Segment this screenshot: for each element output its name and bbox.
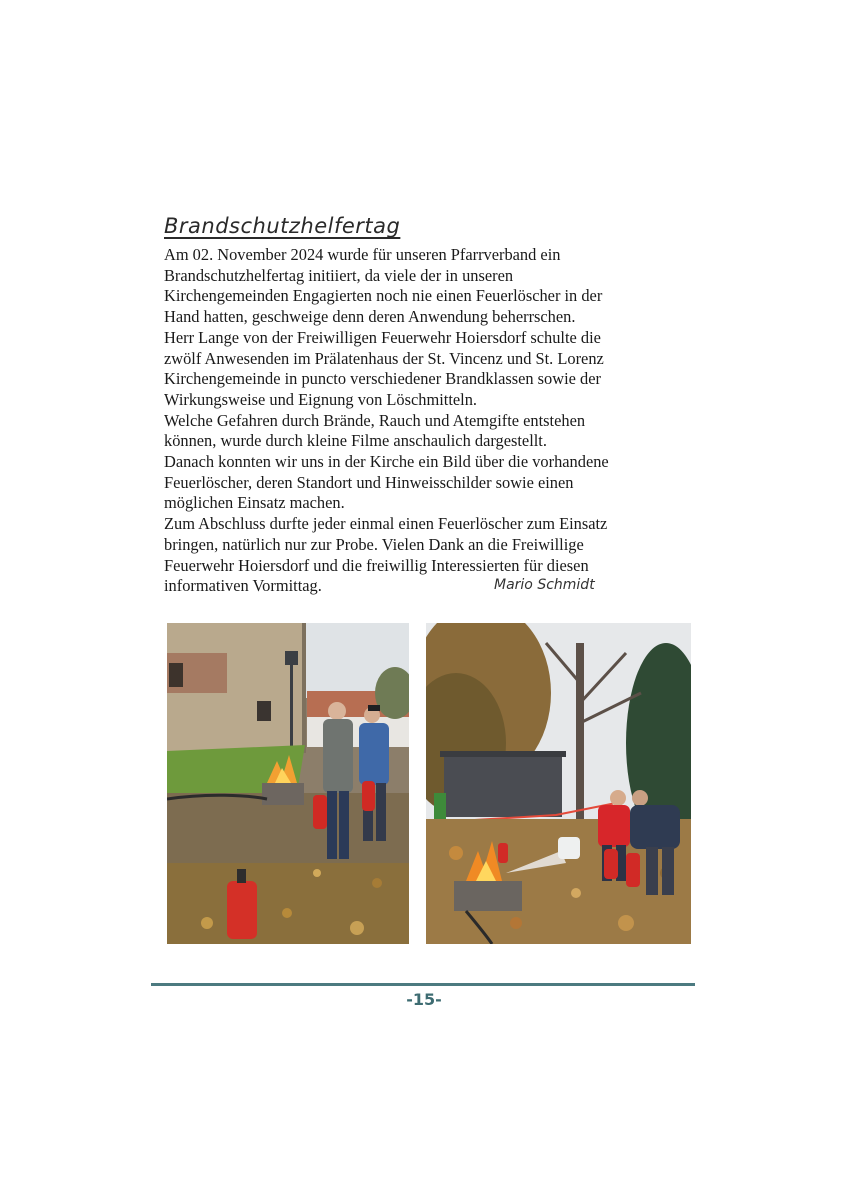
body-line: Wirkungsweise und Eignung von Löschmitteln. xyxy=(164,389,477,409)
page-number: -15- xyxy=(406,990,442,1009)
article-title: Brandschutzhelfertag xyxy=(164,214,401,238)
body-line: Brandschutzhelfertag initiiert, da viele der in unseren xyxy=(164,265,514,285)
body-line: bringen, natürlich nur zur Probe. Vielen Dank an die Freiwillige xyxy=(164,534,584,554)
body-line: können, wurde durch kleine Filme anschaulich dargestellt. xyxy=(164,431,547,451)
body-line: Hand hatten, geschweige denn deren Anwendung beherrschen. xyxy=(164,307,576,327)
body-line: informativen Vormittag. xyxy=(164,576,322,596)
body-line: Feuerwehr Hoiersdorf und die freiwillig Interessierten für diesen xyxy=(164,555,589,575)
body-line: Zum Abschluss durfte jeder einmal einen Feuerlöscher zum Einsatz xyxy=(164,514,608,534)
article-body xyxy=(164,245,694,597)
body-line: Danach konnten wir uns in der Kirche ein Bild über die vorhandene xyxy=(164,452,609,472)
photo-fire-training-yard xyxy=(426,623,691,944)
body-line: möglichen Einsatz machen. xyxy=(164,493,345,513)
body-line: Am 02. November 2024 wurde für unseren Pfarrverband ein xyxy=(164,245,561,264)
body-line: Kirchengemeinde in puncto verschiedener Brandklassen sowie der xyxy=(164,369,601,389)
body-line: Welche Gefahren durch Brände, Rauch und Atemgifte entstehen xyxy=(164,410,586,430)
footer-divider xyxy=(151,983,695,986)
photo-yard-image xyxy=(426,623,691,944)
body-line: zwölf Anwesenden im Prälatenhaus der St. Vincenz und St. Lorenz xyxy=(164,348,604,368)
body-line: Herr Lange von der Freiwilligen Feuerwehr Hoiersdorf schulte die xyxy=(164,327,601,347)
photo-courtyard-image xyxy=(167,623,409,944)
author-signature: Mario Schmidt xyxy=(494,577,595,593)
photo-fire-training-courtyard xyxy=(167,623,409,944)
body-line: Kirchengemeinden Engagierten noch nie einen Feuerlöscher in der xyxy=(164,286,603,306)
body-line: Feuerlöscher, deren Standort und Hinweisschilder sowie einen xyxy=(164,472,574,492)
